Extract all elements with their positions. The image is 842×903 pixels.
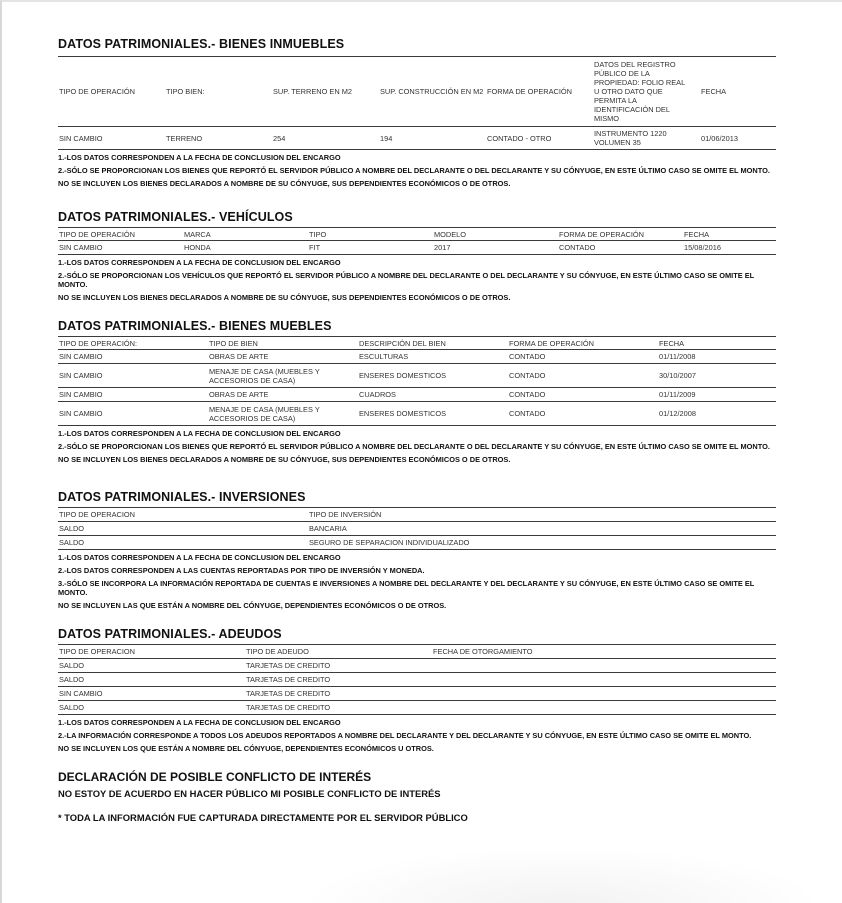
table-cell: OBRAS DE ARTE (208, 388, 358, 402)
header-cell: FECHA (700, 57, 776, 127)
inmuebles-table (58, 56, 776, 150)
table-row (58, 364, 776, 388)
header-cell (619, 645, 776, 659)
section-title: DATOS PATRIMONIALES.- INVERSIONES (58, 490, 306, 504)
note: 2.-LOS DATOS CORRESPONDEN A LAS CUENTAS REPORTADAS POR TIPO DE INVERSIÓN Y MONEDA. (58, 566, 425, 575)
table-header-row (58, 645, 776, 659)
header-cell: DESCRIPCIÓN DEL BIEN (358, 337, 508, 350)
table-row (58, 687, 776, 701)
conflict-statement: NO ESTOY DE ACUERDO EN HACER PÚBLICO MI POSIBLE CONFLICTO DE INTERÉS (58, 788, 441, 799)
table-cell: 15/08/2016 (683, 241, 776, 255)
table-header-row (58, 508, 776, 522)
section-title: DATOS PATRIMONIALES.- ADEUDOS (58, 627, 282, 641)
table-cell: SALDO (58, 659, 245, 673)
header-cell: TIPO DE OPERACIÓN (58, 57, 165, 127)
table-row (58, 127, 776, 150)
section-notes (58, 718, 776, 753)
header-cell: FECHA (658, 337, 776, 350)
table-cell: 01/11/2009 (658, 388, 776, 402)
header-cell: FECHA (683, 228, 776, 241)
section-conflicto-interes (58, 770, 468, 824)
note: 1.-LOS DATOS CORRESPONDEN A LA FECHA DE CONCLUSION DEL ENCARGO (58, 258, 341, 267)
capture-footnote: * TODA LA INFORMACIÓN FUE CAPTURADA DIRECTAMENTE POR EL SERVIDOR PÚBLICO (58, 812, 468, 823)
table-header-row (58, 57, 776, 127)
table-cell: CONTADO (558, 241, 683, 255)
table-cell: BANCARIA (308, 522, 558, 536)
table-cell: SIN CAMBIO (58, 127, 165, 150)
table-cell: SIN CAMBIO (58, 364, 208, 388)
table-cell: SIN CAMBIO (58, 241, 183, 255)
table-row (58, 701, 776, 715)
table-cell (432, 673, 619, 687)
note: 2.-SÓLO SE PROPORCIONAN LOS BIENES QUE REPORTÓ EL SERVIDOR PÚBLICO A NOMBRE DEL DECLARANTE O DEL DECLARANTE Y SU CÓNYUGE, EN ESTE ÚLTIMO CASO SE OMITE EL MONTO. (58, 166, 770, 175)
table-row (58, 659, 776, 673)
section-title: DATOS PATRIMONIALES.- VEHÍCULOS (58, 210, 293, 224)
table-cell: CONTADO - OTRO (486, 127, 593, 150)
section-notes (58, 258, 776, 302)
section-notes (58, 553, 776, 610)
header-cell: FECHA DE OTORGAMIENTO (432, 645, 619, 659)
note: 1.-LOS DATOS CORRESPONDEN A LA FECHA DE CONCLUSION DEL ENCARGO (58, 718, 341, 727)
table-header-row (58, 337, 776, 350)
note: 2.-SÓLO SE PROPORCIONAN LOS VEHÍCULOS QUE REPORTÓ EL SERVIDOR PÚBLICO A NOMBRE DEL DECLARANTE O DEL DECLARANTE Y SU CÓNYUGE, EN ESTE ÚLTIMO CASO SE OMITE EL MONTO. (58, 271, 755, 289)
note: NO SE INCLUYEN LOS BIENES DECLARADOS A NOMBRE DE SU CÓNYUGE, SUS DEPENDIENTES ECONÓMICOS O DE OTROS. (58, 293, 511, 302)
note: 1.-LOS DATOS CORRESPONDEN A LA FECHA DE CONCLUSION DEL ENCARGO (58, 153, 341, 162)
table-cell: SIN CAMBIO (58, 388, 208, 402)
header-cell: TIPO DE OPERACIÓN (58, 228, 183, 241)
header-cell: TIPO DE BIEN (208, 337, 358, 350)
section-title: DECLARACIÓN DE POSIBLE CONFLICTO DE INTERÉS (58, 770, 372, 784)
table-cell: 01/11/2008 (658, 350, 776, 364)
header-cell: MARCA (183, 228, 308, 241)
table-cell (432, 687, 619, 701)
table-cell: ESCULTURAS (358, 350, 508, 364)
note: 1.-LOS DATOS CORRESPONDEN A LA FECHA DE CONCLUSION DEL ENCARGO (58, 553, 341, 562)
table-row (58, 673, 776, 687)
header-cell: TIPO DE INVERSIÓN (308, 508, 558, 522)
table-cell (432, 701, 619, 715)
table-cell: TARJETAS DE CREDITO (245, 659, 432, 673)
header-cell: TIPO DE ADEUDO (245, 645, 432, 659)
header-cell: TIPO (308, 228, 433, 241)
note: 3.-SÓLO SE INCORPORA LA INFORMACIÓN REPORTADA DE CUENTAS E INVERSIONES A NOMBRE DEL DECLARANTE Y DEL DECLARANTE Y SU CÓNYUGE, EN ESTE ÚLTIMO CASO SE OMITE EL MONTO. (58, 579, 755, 597)
table-cell: SIN CAMBIO (58, 350, 208, 364)
section-bienes-muebles (58, 319, 776, 464)
table-cell: CONTADO (508, 388, 658, 402)
table-cell: TARJETAS DE CREDITO (245, 701, 432, 715)
table-cell: 01/12/2008 (658, 402, 776, 426)
table-cell (619, 673, 776, 687)
header-cell: TIPO DE OPERACION (58, 645, 245, 659)
section-notes (58, 429, 776, 464)
table-cell: SALDO (58, 536, 308, 550)
table-cell: CONTADO (508, 350, 658, 364)
table-cell: TARJETAS DE CREDITO (245, 673, 432, 687)
table-cell: SIN CAMBIO (58, 687, 245, 701)
header-cell: FORMA DE OPERACIÓN (558, 228, 683, 241)
section-bienes-inmuebles (58, 37, 776, 188)
table-cell: CONTADO (508, 364, 658, 388)
table-cell: SALDO (58, 673, 245, 687)
header-cell (558, 508, 776, 522)
table-row (58, 241, 776, 255)
note: NO SE INCLUYEN LOS BIENES DECLARADOS A NOMBRE DE SU CÓNYUGE, SUS DEPENDIENTES ECONÓMICOS O DE OTROS. (58, 455, 511, 464)
table-cell: ENSERES DOMESTICOS (358, 402, 508, 426)
table-cell (619, 701, 776, 715)
table-cell: TERRENO (165, 127, 272, 150)
muebles-table (58, 336, 776, 426)
table-cell: 30/10/2007 (658, 364, 776, 388)
table-row (58, 350, 776, 364)
table-cell: OBRAS DE ARTE (208, 350, 358, 364)
header-cell: SUP. CONSTRUCCIÓN EN M2 (379, 57, 486, 127)
table-cell: FIT (308, 241, 433, 255)
table-cell (558, 536, 776, 550)
table-cell: 01/06/2013 (700, 127, 776, 150)
table-row (58, 388, 776, 402)
table-row (58, 522, 776, 536)
header-cell: SUP. TERRENO EN M2 (272, 57, 379, 127)
table-cell: SEGURO DE SEPARACION INDIVIDUALIZADO (308, 536, 558, 550)
table-cell: CUADROS (358, 388, 508, 402)
header-cell: FORMA DE OPERACIÓN (486, 57, 593, 127)
note: 1.-LOS DATOS CORRESPONDEN A LA FECHA DE CONCLUSION DEL ENCARGO (58, 429, 341, 438)
table-cell: 194 (379, 127, 486, 150)
section-vehiculos (58, 210, 776, 302)
table-cell (619, 687, 776, 701)
adeudos-table (58, 644, 776, 715)
table-cell: SALDO (58, 522, 308, 536)
note: NO SE INCLUYEN LOS QUE ESTÁN A NOMBRE DEL CÓNYUGE, DEPENDIENTES ECONÓMICOS U OTROS. (58, 744, 434, 753)
table-cell: SIN CAMBIO (58, 402, 208, 426)
header-cell: MODELO (433, 228, 558, 241)
section-title: DATOS PATRIMONIALES.- BIENES INMUEBLES (58, 37, 345, 51)
table-cell: 2017 (433, 241, 558, 255)
table-cell: ENSERES DOMESTICOS (358, 364, 508, 388)
note: NO SE INCLUYEN LAS QUE ESTÁN A NOMBRE DEL CÓNYUGE, DEPENDIENTES ECONÓMICOS O DE OTROS. (58, 601, 447, 610)
inversiones-table (58, 507, 776, 550)
header-cell: TIPO DE OPERACIÓN: (58, 337, 208, 350)
table-cell: MENAJE DE CASA (MUEBLES Y ACCESORIOS DE CASA) (208, 402, 358, 426)
table-cell: INSTRUMENTO 1220 VOLUMEN 35 (593, 127, 700, 150)
note: 2.-SÓLO SE PROPORCIONAN LOS BIENES QUE REPORTÓ EL SERVIDOR PÚBLICO A NOMBRE DEL DECLARANTE O DEL DECLARANTE Y SU CÓNYUGE, EN ESTE ÚLTIMO CASO SE OMITE EL MONTO. (58, 442, 770, 451)
table-cell (432, 659, 619, 673)
header-cell: TIPO BIEN: (165, 57, 272, 127)
table-cell (558, 522, 776, 536)
header-cell: TIPO DE OPERACION (58, 508, 308, 522)
table-cell: HONDA (183, 241, 308, 255)
section-inversiones (58, 490, 776, 610)
table-cell: MENAJE DE CASA (MUEBLES Y ACCESORIOS DE CASA) (208, 364, 358, 388)
header-cell: DATOS DEL REGISTRO PÚBLICO DE LA PROPIEDAD: FOLIO REAL U OTRO DATO QUE PERMITA LA IDENTIFICACIÓN DEL MISMO (593, 57, 700, 127)
table-row (58, 402, 776, 426)
table-cell (619, 659, 776, 673)
vehiculos-table (58, 227, 776, 255)
table-row (58, 536, 776, 550)
section-notes (58, 153, 776, 188)
header-cell: FORMA DE OPERACIÓN (508, 337, 658, 350)
table-cell: TARJETAS DE CREDITO (245, 687, 432, 701)
note: NO SE INCLUYEN LOS BIENES DECLARADOS A NOMBRE DE SU CÓNYUGE, SUS DEPENDIENTES ECONÓMICOS O DE OTROS. (58, 179, 511, 188)
table-cell: CONTADO (508, 402, 658, 426)
section-title: DATOS PATRIMONIALES.- BIENES MUEBLES (58, 319, 332, 333)
note: 2.-LA INFORMACIÓN CORRESPONDE A TODOS LOS ADEUDOS REPORTADOS A NOMBRE DEL DECLARANTE Y DEL DECLARANTE Y SU CÓNYUGE, EN ESTE ÚLTIMO CASO SE OMITE EL MONTO. (58, 731, 752, 740)
table-cell: 254 (272, 127, 379, 150)
section-adeudos (58, 627, 776, 753)
table-cell: SALDO (58, 701, 245, 715)
table-header-row (58, 228, 776, 241)
